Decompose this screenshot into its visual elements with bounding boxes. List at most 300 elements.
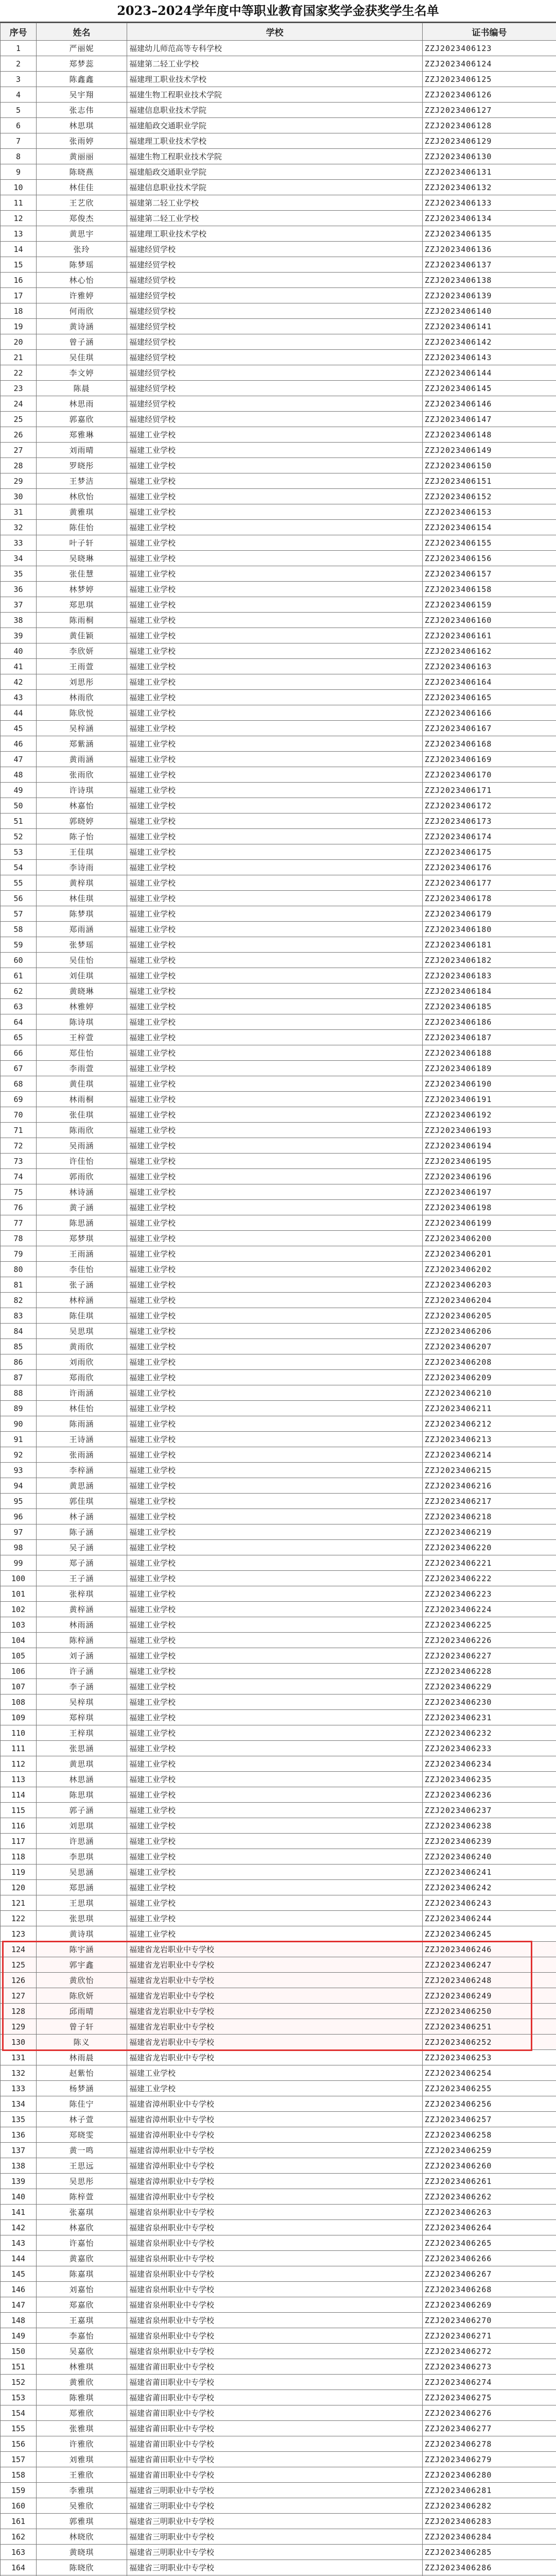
row-cert: ZZJ2023406203 — [423, 1277, 556, 1293]
row-index: 86 — [1, 1354, 37, 1370]
row-school: 福建经贸学校 — [127, 350, 423, 365]
row-school: 福建工业学校 — [127, 504, 423, 520]
row-cert: ZZJ2023406272 — [423, 2344, 556, 2359]
row-cert: ZZJ2023406243 — [423, 1895, 556, 1911]
row-name: 陈晓欣 — [37, 2560, 127, 2575]
row-school: 福建工业学校 — [127, 1602, 423, 1617]
row-cert: ZZJ2023406282 — [423, 2498, 556, 2514]
row-school: 福建第二轻工业学校 — [127, 195, 423, 211]
row-name: 郭晓婷 — [37, 814, 127, 829]
row-name: 陈梓涵 — [37, 1633, 127, 1648]
row-name: 陈嘉琪 — [37, 2266, 127, 2282]
page-title: 2023–2024学年度中等职业教育国家奖学金获奖学生名单 — [0, 0, 556, 23]
row-name: 李思琪 — [37, 1849, 127, 1865]
table-row — [1, 2483, 556, 2498]
table-row — [1, 582, 556, 597]
row-name: 林雨晨 — [37, 2050, 127, 2065]
row-cert: ZZJ2023406281 — [423, 2483, 556, 2498]
row-index: 127 — [1, 1988, 37, 2004]
row-name: 林子涵 — [37, 1509, 127, 1524]
row-index: 56 — [1, 891, 37, 906]
row-name: 林雨桐 — [37, 1092, 127, 1107]
table-row — [1, 1571, 556, 1586]
row-school: 福建工业学校 — [127, 427, 423, 443]
row-school: 福建工业学校 — [127, 1014, 423, 1030]
row-index: 140 — [1, 2189, 37, 2205]
header-index: 序号 — [1, 23, 37, 41]
table-row — [1, 1540, 556, 1555]
row-index: 105 — [1, 1648, 37, 1664]
row-school: 福建省龙岩职业中专学校 — [127, 1942, 423, 1957]
row-school: 福建省三明职业中专学校 — [127, 2483, 423, 2498]
row-cert: ZZJ2023406198 — [423, 1200, 556, 1215]
row-cert: ZZJ2023406182 — [423, 953, 556, 968]
row-school: 福建工业学校 — [127, 999, 423, 1014]
row-name: 郑子涵 — [37, 1555, 127, 1571]
row-cert: ZZJ2023406149 — [423, 443, 556, 458]
table-row — [1, 1710, 556, 1725]
row-school: 福建工业学校 — [127, 1030, 423, 1045]
table-row — [1, 1277, 556, 1293]
row-cert: ZZJ2023406228 — [423, 1664, 556, 1679]
row-name: 张思琪 — [37, 1911, 127, 1926]
row-index: 124 — [1, 1942, 37, 1957]
row-name: 林思琪 — [37, 118, 127, 133]
row-name: 张志伟 — [37, 103, 127, 118]
table-row — [1, 2375, 556, 2390]
row-index: 61 — [1, 968, 37, 984]
row-school: 福建工业学校 — [127, 1076, 423, 1092]
row-cert: ZZJ2023406133 — [423, 195, 556, 211]
row-cert: ZZJ2023406178 — [423, 891, 556, 906]
row-index: 14 — [1, 242, 37, 257]
table-row — [1, 1787, 556, 1803]
row-school: 福建工业学校 — [127, 1787, 423, 1803]
row-cert: ZZJ2023406238 — [423, 1818, 556, 1834]
row-index: 36 — [1, 582, 37, 597]
row-index: 70 — [1, 1107, 37, 1123]
row-name: 李雨萱 — [37, 1061, 127, 1076]
row-school: 福建幼儿师范高等专科学校 — [127, 41, 423, 56]
table-row — [1, 319, 556, 334]
table-row — [1, 1308, 556, 1324]
row-index: 67 — [1, 1061, 37, 1076]
row-index: 1 — [1, 41, 37, 56]
table-row — [1, 1262, 556, 1277]
table-row — [1, 891, 556, 906]
row-cert: ZZJ2023406172 — [423, 798, 556, 814]
table-row — [1, 2344, 556, 2359]
row-name: 郑雅欣 — [37, 2405, 127, 2421]
row-cert: ZZJ2023406176 — [423, 860, 556, 875]
table-row — [1, 1973, 556, 1988]
row-index: 19 — [1, 319, 37, 334]
row-index: 49 — [1, 783, 37, 798]
table-row — [1, 1215, 556, 1231]
row-cert: ZZJ2023406279 — [423, 2452, 556, 2467]
row-name: 许雨涵 — [37, 1385, 127, 1401]
row-name: 林思涵 — [37, 1772, 127, 1787]
row-name: 陈鑫鑫 — [37, 72, 127, 87]
table-row — [1, 1694, 556, 1710]
row-school: 福建省龙岩职业中专学校 — [127, 2004, 423, 2019]
table-row — [1, 1633, 556, 1648]
row-name: 黄丽丽 — [37, 149, 127, 164]
row-school: 福建省三明职业中专学校 — [127, 2529, 423, 2545]
row-index: 45 — [1, 721, 37, 736]
row-cert: ZZJ2023406165 — [423, 690, 556, 705]
table-row — [1, 2452, 556, 2467]
table-body — [1, 41, 556, 2576]
row-index: 18 — [1, 303, 37, 319]
row-cert: ZZJ2023406216 — [423, 1478, 556, 1494]
row-name: 林雅琪 — [37, 2359, 127, 2375]
row-index: 106 — [1, 1664, 37, 1679]
row-name: 陈雨桐 — [37, 613, 127, 628]
row-cert: ZZJ2023406234 — [423, 1756, 556, 1772]
table-row — [1, 1385, 556, 1401]
table-row — [1, 643, 556, 659]
row-cert: ZZJ2023406194 — [423, 1138, 556, 1154]
row-name: 刘雨晴 — [37, 443, 127, 458]
row-school: 福建工业学校 — [127, 968, 423, 984]
table-row — [1, 2467, 556, 2483]
row-cert: ZZJ2023406274 — [423, 2375, 556, 2390]
row-name: 李雅琪 — [37, 2483, 127, 2498]
row-name: 林欣怡 — [37, 489, 127, 504]
row-school: 福建工业学校 — [127, 489, 423, 504]
row-cert: ZZJ2023406174 — [423, 829, 556, 844]
row-name: 黄思琪 — [37, 1756, 127, 1772]
row-name: 曾子轩 — [37, 2019, 127, 2035]
row-school: 福建经贸学校 — [127, 412, 423, 427]
row-school: 福建经贸学校 — [127, 365, 423, 381]
row-index: 151 — [1, 2359, 37, 2375]
row-school: 福建工业学校 — [127, 1385, 423, 1401]
row-school: 福建工业学校 — [127, 551, 423, 566]
row-cert: ZZJ2023406224 — [423, 1602, 556, 1617]
table-row — [1, 1865, 556, 1880]
table-row — [1, 2529, 556, 2545]
row-name: 黄一鸣 — [37, 2143, 127, 2158]
row-school: 福建省漳州职业中专学校 — [127, 2127, 423, 2143]
row-index: 121 — [1, 1895, 37, 1911]
row-cert: ZZJ2023406235 — [423, 1772, 556, 1787]
row-school: 福建工业学校 — [127, 1509, 423, 1524]
row-cert: ZZJ2023406232 — [423, 1725, 556, 1741]
row-cert: ZZJ2023406137 — [423, 257, 556, 273]
table-row — [1, 1756, 556, 1772]
row-index: 100 — [1, 1571, 37, 1586]
table-row — [1, 1478, 556, 1494]
table-row — [1, 2127, 556, 2143]
table-row — [1, 334, 556, 350]
row-school: 福建工业学校 — [127, 1633, 423, 1648]
row-school: 福建工业学校 — [127, 1849, 423, 1865]
row-index: 97 — [1, 1524, 37, 1540]
row-cert: ZZJ2023406206 — [423, 1324, 556, 1339]
row-name: 郑梦蕊 — [37, 56, 127, 72]
table-row — [1, 1138, 556, 1154]
row-name: 吴梓琪 — [37, 1694, 127, 1710]
row-index: 39 — [1, 628, 37, 643]
row-index: 89 — [1, 1401, 37, 1416]
table-row — [1, 783, 556, 798]
row-index: 4 — [1, 87, 37, 103]
row-school: 福建生物工程职业技术学院 — [127, 149, 423, 164]
table-row — [1, 659, 556, 674]
row-school: 福建工业学校 — [127, 2081, 423, 2096]
row-school: 福建工业学校 — [127, 1895, 423, 1911]
row-index: 131 — [1, 2050, 37, 2065]
row-school: 福建工业学校 — [127, 906, 423, 922]
row-cert: ZZJ2023406283 — [423, 2514, 556, 2529]
row-index: 9 — [1, 164, 37, 180]
row-cert: ZZJ2023406141 — [423, 319, 556, 334]
row-school: 福建工业学校 — [127, 721, 423, 736]
row-cert: ZZJ2023406186 — [423, 1014, 556, 1030]
row-index: 7 — [1, 133, 37, 149]
row-name: 张梦瑶 — [37, 937, 127, 953]
row-index: 3 — [1, 72, 37, 87]
row-index: 60 — [1, 953, 37, 968]
row-index: 11 — [1, 195, 37, 211]
row-name: 郭宇鑫 — [37, 1957, 127, 1973]
row-name: 刘思琪 — [37, 1818, 127, 1834]
row-cert: ZZJ2023406130 — [423, 149, 556, 164]
row-school: 福建工业学校 — [127, 597, 423, 613]
table-row — [1, 2004, 556, 2019]
row-cert: ZZJ2023406159 — [423, 597, 556, 613]
table-row — [1, 103, 556, 118]
row-name: 许子涵 — [37, 1664, 127, 1679]
row-school: 福建工业学校 — [127, 1277, 423, 1293]
row-school: 福建省龙岩职业中专学校 — [127, 2035, 423, 2050]
table-row — [1, 767, 556, 783]
row-index: 26 — [1, 427, 37, 443]
row-school: 福建经贸学校 — [127, 396, 423, 412]
row-index: 2 — [1, 56, 37, 72]
table-row — [1, 2189, 556, 2205]
row-school: 福建工业学校 — [127, 1586, 423, 1602]
row-school: 福建工业学校 — [127, 690, 423, 705]
row-index: 80 — [1, 1262, 37, 1277]
row-cert: ZZJ2023406181 — [423, 937, 556, 953]
row-school: 福建省莆田职业中专学校 — [127, 2452, 423, 2467]
row-index: 138 — [1, 2158, 37, 2174]
row-name: 林佳佳 — [37, 180, 127, 195]
row-name: 刘思彤 — [37, 674, 127, 690]
table-row — [1, 566, 556, 582]
row-school: 福建工业学校 — [127, 767, 423, 783]
table-row — [1, 520, 556, 535]
row-school: 福建工业学校 — [127, 458, 423, 473]
row-school: 福建工业学校 — [127, 783, 423, 798]
table-row — [1, 628, 556, 643]
table-row — [1, 1014, 556, 1030]
table-row — [1, 1123, 556, 1138]
row-cert: ZZJ2023406123 — [423, 41, 556, 56]
row-index: 141 — [1, 2205, 37, 2220]
row-name: 黄佳颖 — [37, 628, 127, 643]
row-school: 福建工业学校 — [127, 1911, 423, 1926]
row-index: 51 — [1, 814, 37, 829]
row-school: 福建工业学校 — [127, 1524, 423, 1540]
row-cert: ZZJ2023406257 — [423, 2112, 556, 2127]
row-cert: ZZJ2023406168 — [423, 736, 556, 752]
table-row — [1, 149, 556, 164]
row-index: 47 — [1, 752, 37, 767]
row-name: 王雅欣 — [37, 2467, 127, 2483]
row-name: 吴佳怡 — [37, 953, 127, 968]
row-school: 福建工业学校 — [127, 984, 423, 999]
row-name: 刘雅琪 — [37, 2452, 127, 2467]
row-name: 黄晓琪 — [37, 2545, 127, 2560]
row-index: 16 — [1, 273, 37, 288]
row-cert: ZZJ2023406258 — [423, 2127, 556, 2143]
row-cert: ZZJ2023406124 — [423, 56, 556, 72]
row-school: 福建理工职业技术学校 — [127, 72, 423, 87]
row-cert: ZZJ2023406128 — [423, 118, 556, 133]
table-row — [1, 551, 556, 566]
row-name: 郑梦琪 — [37, 1231, 127, 1246]
row-cert: ZZJ2023406138 — [423, 273, 556, 288]
row-cert: ZZJ2023406209 — [423, 1370, 556, 1385]
row-school: 福建工业学校 — [127, 1246, 423, 1262]
row-school: 福建工业学校 — [127, 1725, 423, 1741]
row-name: 陈诗琪 — [37, 1014, 127, 1030]
row-index: 119 — [1, 1865, 37, 1880]
table-row — [1, 2328, 556, 2344]
row-cert: ZZJ2023406262 — [423, 2189, 556, 2205]
row-school: 福建工业学校 — [127, 1215, 423, 1231]
row-index: 99 — [1, 1555, 37, 1571]
row-name: 杨梦涵 — [37, 2081, 127, 2096]
row-name: 陈梦瑶 — [37, 257, 127, 273]
row-school: 福建省龙岩职业中专学校 — [127, 2050, 423, 2065]
row-school: 福建工业学校 — [127, 1865, 423, 1880]
row-name: 郭子涵 — [37, 1803, 127, 1818]
row-cert: ZZJ2023406146 — [423, 396, 556, 412]
row-school: 福建省漳州职业中专学校 — [127, 2112, 423, 2127]
row-cert: ZZJ2023406185 — [423, 999, 556, 1014]
row-name: 王梓萱 — [37, 1030, 127, 1045]
table-row — [1, 2436, 556, 2452]
row-school: 福建工业学校 — [127, 443, 423, 458]
row-index: 37 — [1, 597, 37, 613]
table-row — [1, 814, 556, 829]
row-name: 陈梓萱 — [37, 2189, 127, 2205]
row-index: 30 — [1, 489, 37, 504]
row-name: 张雨欣 — [37, 767, 127, 783]
row-cert: ZZJ2023406204 — [423, 1293, 556, 1308]
row-cert: ZZJ2023406151 — [423, 473, 556, 489]
row-cert: ZZJ2023406166 — [423, 705, 556, 721]
row-school: 福建工业学校 — [127, 1169, 423, 1184]
row-index: 91 — [1, 1432, 37, 1447]
row-cert: ZZJ2023406193 — [423, 1123, 556, 1138]
row-cert: ZZJ2023406158 — [423, 582, 556, 597]
row-cert: ZZJ2023406131 — [423, 164, 556, 180]
row-name: 张嘉琪 — [37, 2205, 127, 2220]
row-cert: ZZJ2023406125 — [423, 72, 556, 87]
row-school: 福建省莆田职业中专学校 — [127, 2467, 423, 2483]
row-school: 福建信息职业技术学院 — [127, 103, 423, 118]
row-index: 142 — [1, 2220, 37, 2235]
row-name: 吴子涵 — [37, 1540, 127, 1555]
row-school: 福建省漳州职业中专学校 — [127, 2158, 423, 2174]
row-cert: ZZJ2023406237 — [423, 1803, 556, 1818]
row-cert: ZZJ2023406202 — [423, 1262, 556, 1277]
row-index: 132 — [1, 2065, 37, 2081]
row-cert: ZZJ2023406263 — [423, 2205, 556, 2220]
row-school: 福建工业学校 — [127, 1123, 423, 1138]
row-name: 黄梓涵 — [37, 1602, 127, 1617]
row-cert: ZZJ2023406266 — [423, 2251, 556, 2266]
row-school: 福建工业学校 — [127, 628, 423, 643]
table-row — [1, 2390, 556, 2405]
row-cert: ZZJ2023406134 — [423, 211, 556, 226]
row-index: 12 — [1, 211, 37, 226]
row-index: 96 — [1, 1509, 37, 1524]
row-index: 104 — [1, 1633, 37, 1648]
table-row — [1, 1169, 556, 1184]
row-name: 黄诗琪 — [37, 1926, 127, 1942]
row-name: 郑紫涵 — [37, 736, 127, 752]
row-cert: ZZJ2023406150 — [423, 458, 556, 473]
row-name: 严丽妮 — [37, 41, 127, 56]
row-cert: ZZJ2023406207 — [423, 1339, 556, 1354]
table-row — [1, 1246, 556, 1262]
row-cert: ZZJ2023406217 — [423, 1494, 556, 1509]
row-school: 福建工业学校 — [127, 705, 423, 721]
table-row — [1, 860, 556, 875]
row-index: 133 — [1, 2081, 37, 2096]
row-school: 福建省泉州职业中专学校 — [127, 2297, 423, 2313]
row-school: 福建工业学校 — [127, 1416, 423, 1432]
row-name: 陈宇涵 — [37, 1942, 127, 1957]
row-school: 福建省莆田职业中专学校 — [127, 2405, 423, 2421]
row-name: 赵紫怡 — [37, 2065, 127, 2081]
row-cert: ZZJ2023406251 — [423, 2019, 556, 2035]
row-index: 85 — [1, 1339, 37, 1354]
row-cert: ZZJ2023406160 — [423, 613, 556, 628]
row-school: 福建经贸学校 — [127, 303, 423, 319]
table-row — [1, 535, 556, 551]
row-school: 福建工业学校 — [127, 1571, 423, 1586]
row-name: 林嘉欣 — [37, 2220, 127, 2235]
row-index: 10 — [1, 180, 37, 195]
row-index: 48 — [1, 767, 37, 783]
row-index: 112 — [1, 1756, 37, 1772]
row-cert: ZZJ2023406259 — [423, 2143, 556, 2158]
row-cert: ZZJ2023406219 — [423, 1524, 556, 1540]
row-cert: ZZJ2023406220 — [423, 1540, 556, 1555]
row-school: 福建工业学校 — [127, 829, 423, 844]
row-index: 113 — [1, 1772, 37, 1787]
table-row — [1, 1416, 556, 1432]
table-row — [1, 922, 556, 937]
row-name: 王思琪 — [37, 1895, 127, 1911]
row-index: 145 — [1, 2266, 37, 2282]
table-row — [1, 906, 556, 922]
row-cert: ZZJ2023406286 — [423, 2560, 556, 2575]
table-row — [1, 180, 556, 195]
row-index: 52 — [1, 829, 37, 844]
row-cert: ZZJ2023406157 — [423, 566, 556, 582]
row-school: 福建工业学校 — [127, 937, 423, 953]
row-index: 58 — [1, 922, 37, 937]
